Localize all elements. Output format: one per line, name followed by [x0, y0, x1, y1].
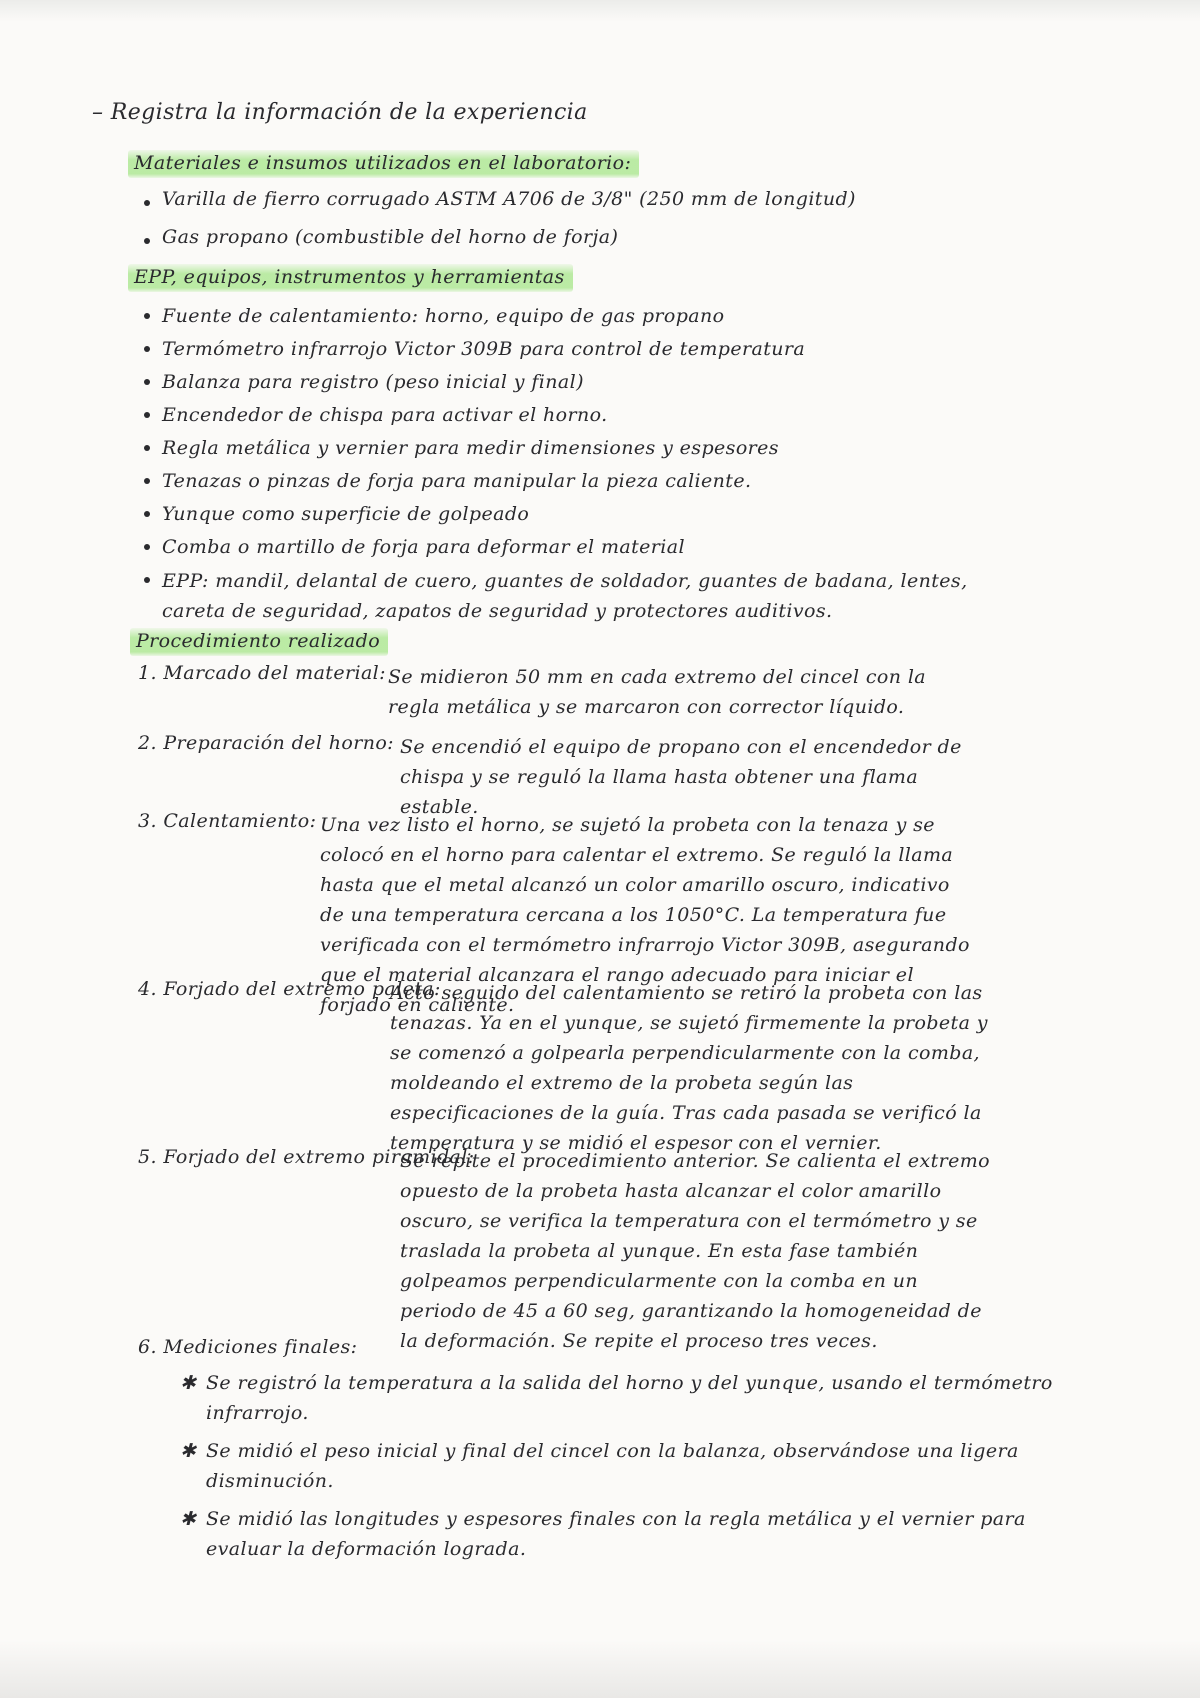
- list-item: Regla metálica y vernier para medir dimensiones y espesores: [140, 434, 982, 467]
- step-lead: 6. Mediciones finales:: [138, 1336, 358, 1358]
- list-item: Termómetro infrarrojo Victor 309B para control de temperatura: [140, 335, 982, 368]
- list-item: Gas propano (combustible del horno de forja): [140, 226, 856, 264]
- list-item: Balanza para registro (peso inicial y final): [140, 368, 982, 401]
- step-lead: 3. Calentamiento:: [138, 810, 317, 832]
- list-item: [180, 1504, 1080, 1564]
- list-item: Encendedor de chispa para activar el horno.: [140, 401, 982, 434]
- final-measurements-list: [180, 1368, 1080, 1572]
- step-lead: 4. Forjado del extremo paleta:: [138, 978, 441, 1000]
- list-item-text: Se registró la temperatura a la salida del horno y del yunque, usando el termómetro infrarrojo.: [206, 1372, 1053, 1424]
- procedure-step: [138, 662, 1058, 722]
- materials-title: Materiales e insumos utilizados en el laboratorio:: [128, 150, 639, 178]
- asterisk-icon: ✱: [180, 1440, 197, 1462]
- procedure-step: [138, 978, 1058, 1158]
- step-lead: 1. Marcado del material:: [138, 662, 386, 684]
- step-lead: 5. Forjado del extremo piramidal:: [138, 1146, 475, 1168]
- asterisk-icon: ✱: [180, 1508, 197, 1530]
- list-item: Varilla de fierro corrugado ASTM A706 de 3/8" (250 mm de longitud): [140, 188, 856, 226]
- list-item: EPP: mandil, delantal de cuero, guantes de soldador, guantes de badana, lentes, careta de seguridad, zapatos de seguridad y protectores auditivos.: [140, 566, 982, 626]
- step-text: Se encendió el equipo de propano con el encendedor de chispa y se reguló la llama hasta obtener una flama estable.: [400, 736, 962, 818]
- step-text: Se repite el procedimiento anterior. Se calienta el extremo opuesto de la probeta hasta alcanzar el color amarillo oscuro, se verifica la temperatura con el termómetro y se traslada la probeta al yunque. En esta fase también golpeamos perpendicularmente con la comba en un periodo de 45 a 60 seg, garantizando la homogeneidad de la deformación. Se repite el proceso tres veces.: [400, 1150, 990, 1352]
- step-text: Acto seguido del calentamiento se retiró la probeta con las tenazas. Ya en el yunque, se sujetó firmemente la probeta y se comenzó a golpearla perpendicularmente con la comba, moldeando el extremo de la probeta según las especificaciones de la guía. Tras cada pasada se verificó la temperatura y se midió el espesor con el vernier.: [390, 982, 988, 1154]
- list-item-text: Se midió el peso inicial y final del cincel con la balanza, observándose una ligera disminución.: [206, 1440, 1019, 1492]
- epp-list: [140, 302, 982, 626]
- procedure-step: [138, 732, 1058, 822]
- page-heading: – Registra la información de la experiencia: [92, 100, 588, 125]
- asterisk-icon: ✱: [180, 1372, 197, 1394]
- list-item-text: Se midió las longitudes y espesores finales con la regla metálica y el vernier para evaluar la deformación lograda.: [206, 1508, 1026, 1560]
- scan-edge-bottom: [0, 1640, 1200, 1698]
- procedure-title: Procedimiento realizado: [130, 628, 388, 656]
- epp-title: EPP, equipos, instrumentos y herramientas: [128, 264, 573, 292]
- list-item: [180, 1436, 1080, 1496]
- list-item: Tenazas o pinzas de forja para manipular la pieza caliente.: [140, 467, 982, 500]
- list-item: Yunque como superficie de golpeado: [140, 500, 982, 533]
- materials-list: [140, 188, 856, 264]
- step-lead: 2. Preparación del horno:: [138, 732, 394, 754]
- list-item: [180, 1368, 1080, 1428]
- step-text: Se midieron 50 mm en cada extremo del cincel con la regla metálica y se marcaron con corrector líquido.: [388, 666, 927, 718]
- list-item: Comba o martillo de forja para deformar el material: [140, 533, 982, 566]
- list-item: Fuente de calentamiento: horno, equipo de gas propano: [140, 302, 982, 335]
- procedure-step: [138, 1146, 1058, 1356]
- scan-edge-top: [0, 0, 1200, 22]
- step-text: Una vez listo el horno, se sujetó la probeta con la tenaza y se colocó en el horno para calentar el extremo. Se reguló la llama hasta que el metal alcanzó un color amarillo oscuro, indicativo de una temperatura cercana a los 1050°C. La temperatura fue verificada con el termómetro infrarrojo Victor 309B, asegurando que el material alcanzara el rango adecuado para iniciar el forjado en caliente.: [320, 814, 970, 1016]
